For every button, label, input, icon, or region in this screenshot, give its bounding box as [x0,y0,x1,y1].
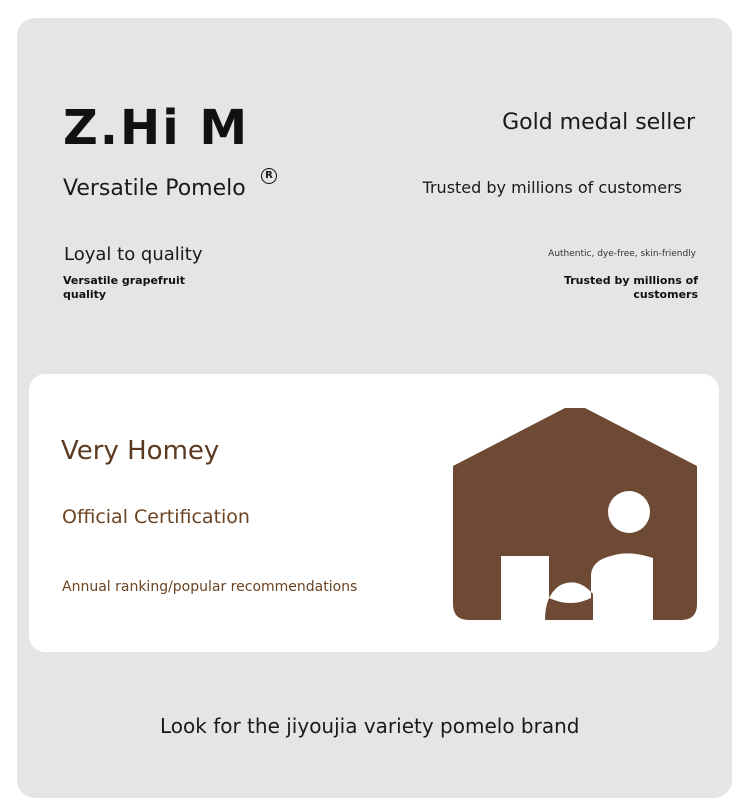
trusted-small-label: Trusted by millions of customers [563,274,698,301]
registered-mark-icon: R [261,168,277,184]
brand-cta: Look for the jiyoujia variety pomelo brand [160,714,580,738]
trusted-large-label: Trusted by millions of customers [422,178,682,197]
certification-label: Official Certification [62,506,250,528]
gold-medal-label: Gold medal seller [502,110,695,135]
brand-logo: Z.Hi M [63,100,250,156]
ranking-label: Annual ranking/popular recommendations [62,579,358,595]
brand-panel [17,18,732,798]
authentic-label: Authentic, dye-free, skin-friendly [548,249,696,259]
card-headline: Very Homey [61,436,220,466]
loyal-quality-label: Loyal to quality [64,244,203,265]
homey-card [29,374,719,652]
house-icon [453,408,699,622]
brand-tagline: Versatile Pomelo [63,176,246,201]
versatile-quality-label: Versatile grapefruit quality [63,274,185,301]
